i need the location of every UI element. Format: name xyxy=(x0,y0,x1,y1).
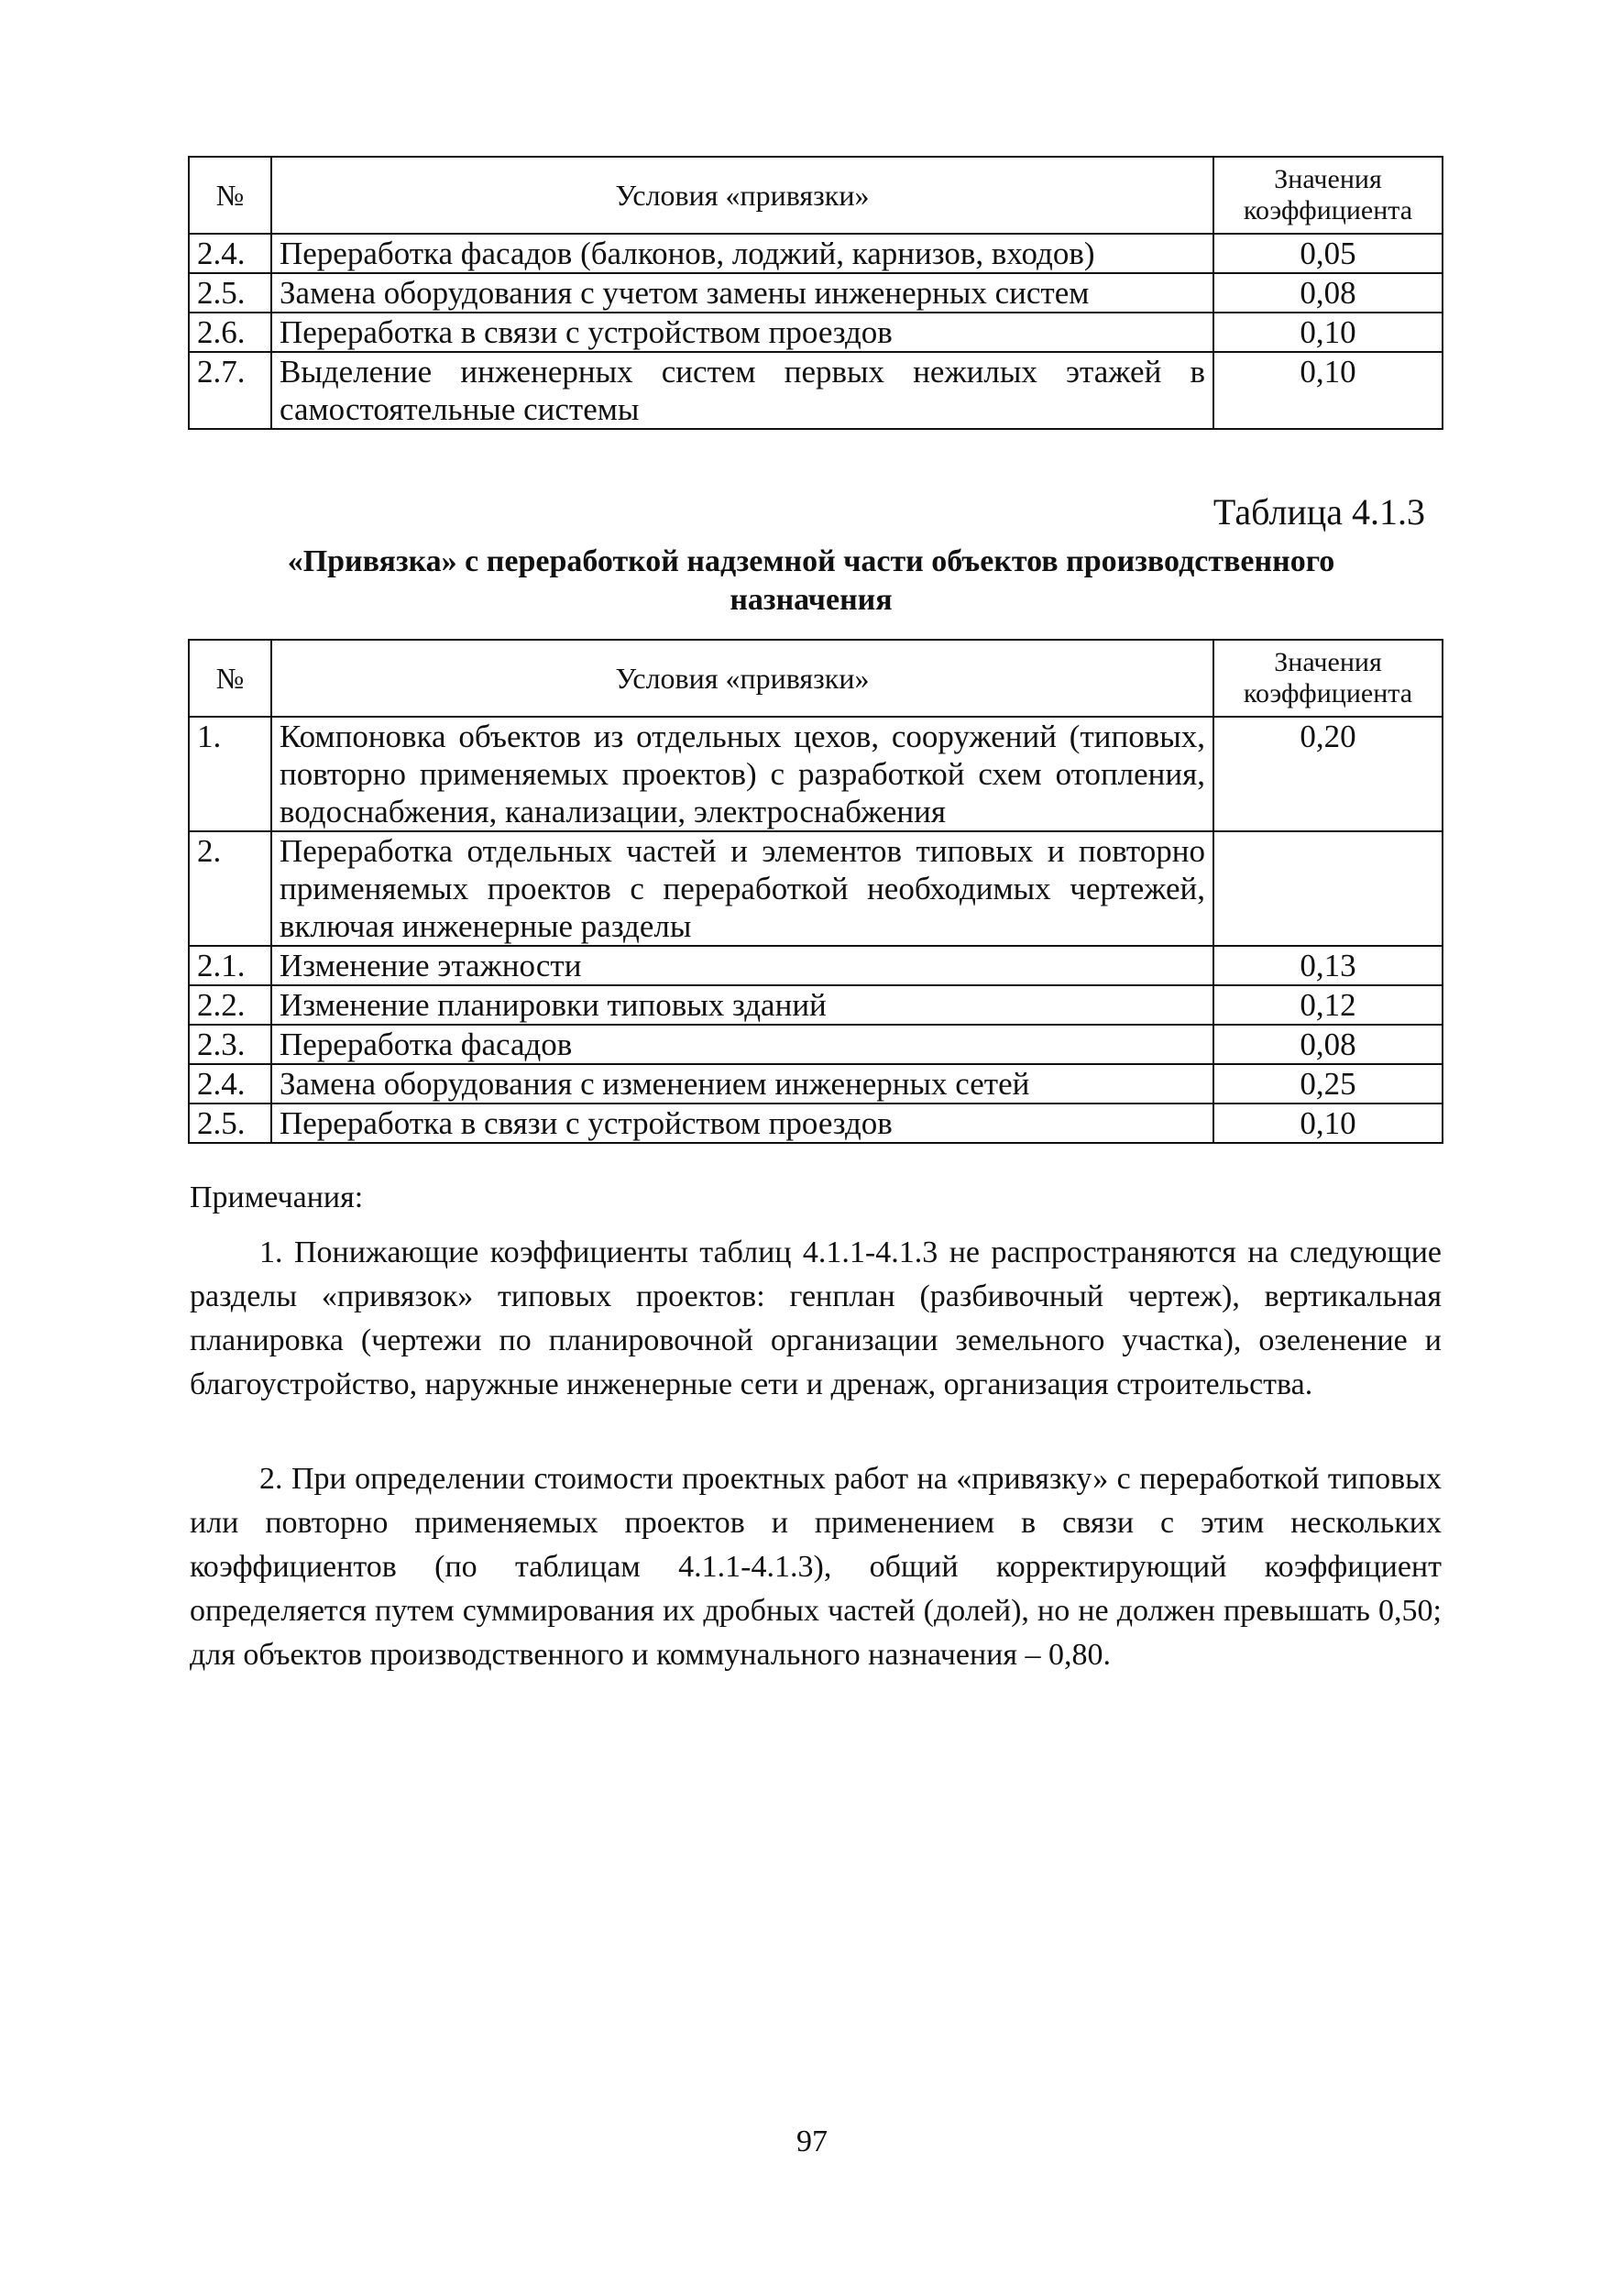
header-number: № xyxy=(189,640,271,717)
row-number: 2. xyxy=(189,831,271,946)
row-value xyxy=(1213,831,1443,946)
row-value: 0,05 xyxy=(1213,234,1443,273)
table-row xyxy=(189,234,1443,273)
row-number: 2.5. xyxy=(189,1104,271,1143)
row-number: 1. xyxy=(189,717,271,831)
row-value: 0,10 xyxy=(1213,1104,1443,1143)
header-value: Значения коэффициента xyxy=(1213,157,1443,234)
row-condition: Переработка отдельных частей и элементов типовых и повторно применяемых проектов с переработкой необходимых чертежей, включая инженерные разделы xyxy=(271,831,1213,946)
table-row xyxy=(189,985,1443,1025)
notes-heading: Примечания: xyxy=(190,1180,364,1214)
row-condition: Изменение этажности xyxy=(271,946,1213,985)
row-condition: Переработка в связи с устройством проездов xyxy=(271,313,1213,352)
row-value: 0,25 xyxy=(1213,1064,1443,1104)
table-row xyxy=(189,1104,1443,1143)
table-row xyxy=(189,946,1443,985)
row-value: 0,13 xyxy=(1213,946,1443,985)
coefficient-table-continued xyxy=(188,156,1443,430)
row-number: 2.2. xyxy=(189,985,271,1025)
row-number: 2.6. xyxy=(189,313,271,352)
page-number: 97 xyxy=(796,2125,828,2158)
header-value: Значения коэффициента xyxy=(1213,640,1443,717)
row-number: 2.5. xyxy=(189,273,271,313)
row-condition: Переработка фасадов xyxy=(271,1025,1213,1064)
coefficient-table-4-1-3 xyxy=(188,639,1443,1144)
table-row xyxy=(189,831,1443,946)
header-number: № xyxy=(189,157,271,234)
row-value: 0,08 xyxy=(1213,273,1443,313)
table-header-row xyxy=(189,640,1443,717)
row-number: 2.4. xyxy=(189,1064,271,1104)
note-item: 2. При определении стоимости проектных работ на «привязку» с переработкой типовых или повторно применяемых проектов и применением в связи с этим нескольких коэффициентов (по таблицам 4.1.1-4.1.3), общий корректирующий коэффициент определяется путем суммирования их дробных частей (долей), но не должен превышать 0,50; для объектов производственного и коммунального назначения – 0,80. xyxy=(190,1462,1442,1672)
table-row xyxy=(189,1064,1443,1104)
table-row xyxy=(189,1025,1443,1064)
table-body xyxy=(189,717,1443,1143)
row-condition: Переработка в связи с устройством проездов xyxy=(271,1104,1213,1143)
row-value: 0,20 xyxy=(1213,717,1443,831)
row-number: 2.3. xyxy=(189,1025,271,1064)
row-value: 0,10 xyxy=(1213,352,1443,429)
row-condition: Замена оборудования с учетом замены инженерных систем xyxy=(271,273,1213,313)
table-body xyxy=(189,234,1443,429)
table-row xyxy=(189,717,1443,831)
header-condition: Условия «привязки» xyxy=(271,640,1213,717)
row-condition: Переработка фасадов (балконов, лоджий, карнизов, входов) xyxy=(271,234,1213,273)
row-condition: Замена оборудования с изменением инженерных сетей xyxy=(271,1064,1213,1104)
row-number: 2.7. xyxy=(189,352,271,429)
row-condition: Компоновка объектов из отдельных цехов, сооружений (типовых, повторно применяемых проектов) с разработкой схем отопления, водоснабжения, канализации, электроснабжения xyxy=(271,717,1213,831)
table-header-row xyxy=(189,157,1443,234)
row-value: 0,08 xyxy=(1213,1025,1443,1064)
row-number: 2.1. xyxy=(189,946,271,985)
row-value: 0,12 xyxy=(1213,985,1443,1025)
table-title: «Привязка» с переработкой надземной части объектов производственного назначения xyxy=(287,544,1335,617)
note-item: 1. Понижающие коэффициенты таблиц 4.1.1-4.1.3 не распространяются на следующие разделы «привязок» типовых проектов: генплан (разбивочный чертеж), вертикальная планировка (чертежи по планировочной организации земельного участка), озеленение и благоустройство, наружные инженерные сети и дренаж, организация строительства. xyxy=(190,1235,1442,1401)
table-row xyxy=(189,352,1443,429)
table-row xyxy=(189,273,1443,313)
table-label: Таблица 4.1.3 xyxy=(1213,491,1425,533)
row-value: 0,10 xyxy=(1213,313,1443,352)
row-condition: Изменение планировки типовых зданий xyxy=(271,985,1213,1025)
row-number: 2.4. xyxy=(189,234,271,273)
table-row xyxy=(189,313,1443,352)
row-condition: Выделение инженерных систем первых нежилых этажей в самостоятельные системы xyxy=(271,352,1213,429)
header-condition: Условия «привязки» xyxy=(271,157,1213,234)
